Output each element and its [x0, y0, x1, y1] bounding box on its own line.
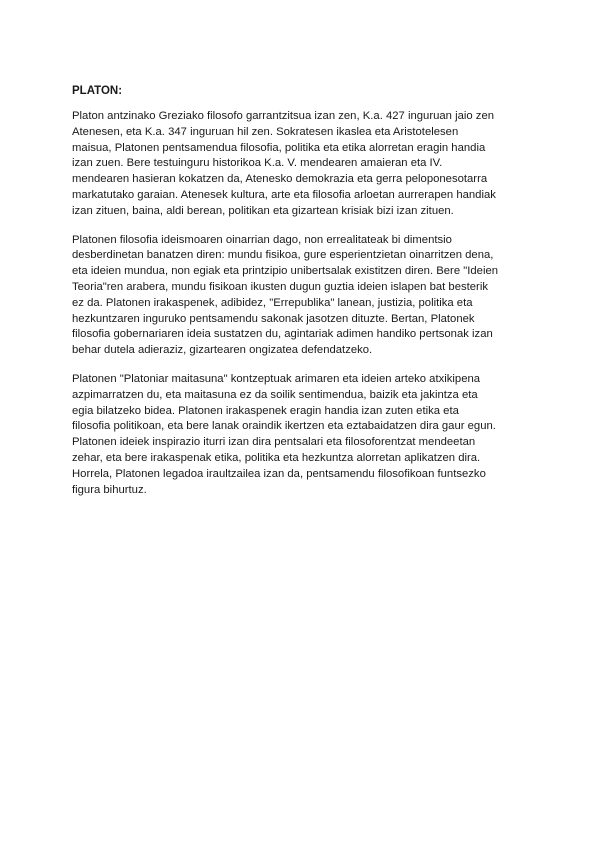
paragraph-philosophy: Platonen filosofia ideismoaren oinarrian dago, non errealitateak bi dimentsio desberdinetan banatzen diren: mundu fisikoa, gure esperientzietan oinarritzen dena, eta ideien mundua, non egiak eta printzipio unibertsalak existitzen diren. Bere "Ideien Teoria"ren arabera, mundu fisikoan ikusten dugun guztia ideien islapen bat besterik ez da. Platonen irakaspenek, adibidez, "Errepublika" lanean, justizia, politika eta hezkuntzaren inguruko pentsamendu sakonak jasotzen dituzte. Bertan, Platonek filosofia gobernariaren ideia sustatzen du, agintariak adimen handiko pertsonak izan behar dutela adieraziz, gizartearen ongizatea defendatzeko.: [72, 233, 499, 357]
paragraph-platonic-love: Platonen "Platoniar maitasuna" kontzeptuak arimaren eta ideien arteko atxikipena azpimarratzen du, eta maitasuna ez da soilik sentimendua, baizik eta jakintza eta egia bilatzeko bidea. Platonen irakaspenek eragin handia izan zuten etika eta filosofia politikoan, eta bere lanak oraindik ikertzen eta eztabaidatzen dira gaur egun. Platonen ideiek inspirazio iturri izan dira pentsalari eta filosoforentzat mendeetan zehar, eta bere irakaspenak etika, politika eta hezkuntza alorretan aplikatzen dira. Horrela, Platonen legadoa iraultzailea izan da, pentsamendu filosofikoan funtsezko figura bihurtuz.: [72, 372, 496, 496]
paragraph-intro: Platon antzinako Greziako filosofo garrantzitsua izan zen, K.a. 427 inguruan jaio zen Atenesen, eta K.a. 347 inguruan hil zen. Sokratesen ikaslea eta Aristotelesen maisua, Platonen pentsamendua filosofia, politika eta etika alorretan eragin handia izan zuen. Bere testuinguru historikoa K.a. V. mendearen amaieran eta IV. mendearen hasieran kokatzen da, Atenesko demokrazia eta gerra peloponesotarra markatutako garaian. Atenesek kultura, arte eta filosofia arloetan aurrerapen handiak izan zituen, baina, aldi berean, politikan eta gizartean krisiak bizi izan zituen.: [72, 110, 496, 217]
document-title: PLATON:: [72, 85, 123, 97]
document-page: [72, 84, 530, 511]
